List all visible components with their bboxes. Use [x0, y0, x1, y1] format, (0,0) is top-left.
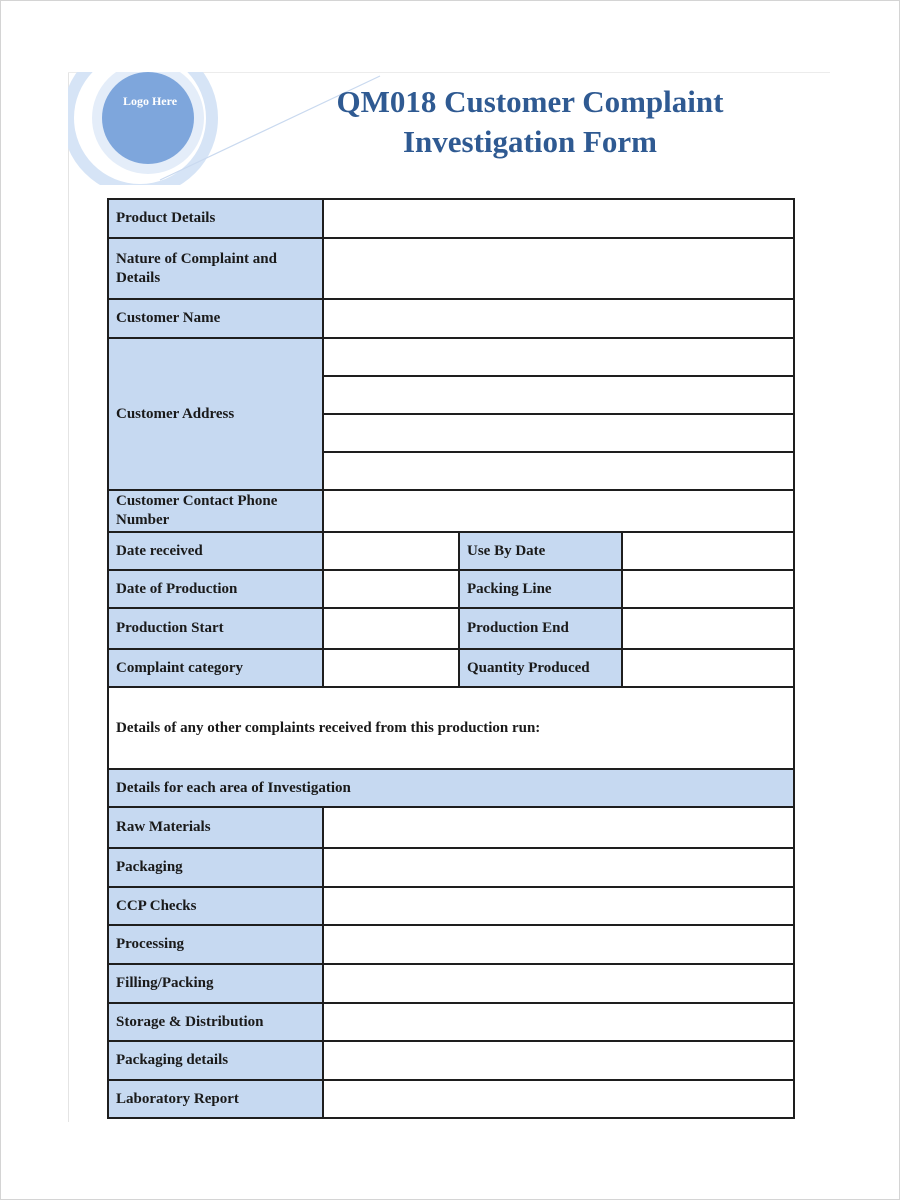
row-laboratory-report — [108, 1080, 794, 1118]
row-processing — [108, 925, 794, 964]
label-packaging: Packaging — [108, 848, 323, 887]
row-filling-packing — [108, 964, 794, 1003]
row-raw-materials — [108, 807, 794, 848]
row-complaint-category — [108, 649, 794, 687]
input-production-start[interactable] — [323, 608, 459, 649]
label-ccp-checks: CCP Checks — [108, 887, 323, 925]
input-raw-materials[interactable] — [323, 807, 794, 848]
row-packaging — [108, 848, 794, 887]
row-investigation-header — [108, 769, 794, 807]
row-ccp-checks — [108, 887, 794, 925]
input-packaging-details[interactable] — [323, 1041, 794, 1080]
label-storage-distribution: Storage & Distribution — [108, 1003, 323, 1041]
label-production-end: Production End — [459, 608, 622, 649]
label-raw-materials: Raw Materials — [108, 807, 323, 848]
input-customer-address-line-3[interactable] — [323, 414, 794, 452]
label-filling-packing: Filling/Packing — [108, 964, 323, 1003]
input-storage-distribution[interactable] — [323, 1003, 794, 1041]
input-customer-address-line-2[interactable] — [323, 376, 794, 414]
label-production-start: Production Start — [108, 608, 323, 649]
label-quantity-produced: Quantity Produced — [459, 649, 622, 687]
input-filling-packing[interactable] — [323, 964, 794, 1003]
input-product-details[interactable] — [323, 199, 794, 238]
label-laboratory-report: Laboratory Report — [108, 1080, 323, 1118]
row-production-start — [108, 608, 794, 649]
input-customer-address-line-1[interactable] — [323, 338, 794, 376]
input-production-end[interactable] — [622, 608, 794, 649]
row-customer-address-1 — [108, 338, 794, 376]
input-processing[interactable] — [323, 925, 794, 964]
input-laboratory-report[interactable] — [323, 1080, 794, 1118]
input-packaging[interactable] — [323, 848, 794, 887]
row-date-of-production — [108, 570, 794, 608]
row-nature-of-complaint — [108, 238, 794, 299]
row-storage-distribution — [108, 1003, 794, 1041]
page-title — [250, 82, 810, 162]
input-date-received[interactable] — [323, 532, 459, 570]
input-customer-contact[interactable] — [323, 490, 794, 532]
input-use-by-date[interactable] — [622, 532, 794, 570]
label-product-details: Product Details — [108, 199, 323, 238]
row-product-details — [108, 199, 794, 238]
label-nature-of-complaint: Nature of Complaint and Details — [108, 238, 323, 299]
page-edge — [68, 72, 69, 1122]
input-packing-line[interactable] — [622, 570, 794, 608]
investigation-section-header: Details for each area of Investigation — [108, 769, 794, 807]
label-use-by-date: Use By Date — [459, 532, 622, 570]
row-customer-name — [108, 299, 794, 338]
label-date-of-production: Date of Production — [108, 570, 323, 608]
input-date-of-production[interactable] — [323, 570, 459, 608]
row-other-complaints — [108, 687, 794, 769]
input-customer-name[interactable] — [323, 299, 794, 338]
input-nature-of-complaint[interactable] — [323, 238, 794, 299]
label-customer-address: Customer Address — [108, 338, 323, 490]
label-packaging-details: Packaging details — [108, 1041, 323, 1080]
label-customer-name: Customer Name — [108, 299, 323, 338]
title-line-1: QM018 Customer Complaint — [336, 84, 724, 119]
label-processing: Processing — [108, 925, 323, 964]
input-customer-address-line-4[interactable] — [323, 452, 794, 490]
input-quantity-produced[interactable] — [622, 649, 794, 687]
input-ccp-checks[interactable] — [323, 887, 794, 925]
label-complaint-category: Complaint category — [108, 649, 323, 687]
title-line-2: Investigation Form — [402, 124, 657, 159]
complaint-form-table — [107, 198, 795, 1119]
logo-placeholder: Logo Here — [122, 94, 178, 108]
input-other-complaints[interactable] — [108, 687, 794, 769]
label-other-complaints: Details of any other complaints received from this production run: — [116, 719, 541, 736]
label-packing-line: Packing Line — [459, 570, 622, 608]
row-packaging-details — [108, 1041, 794, 1080]
row-date-received — [108, 532, 794, 570]
row-customer-contact — [108, 490, 794, 532]
label-customer-contact: Customer Contact Phone Number — [108, 490, 323, 532]
input-complaint-category[interactable] — [323, 649, 459, 687]
label-date-received: Date received — [108, 532, 323, 570]
